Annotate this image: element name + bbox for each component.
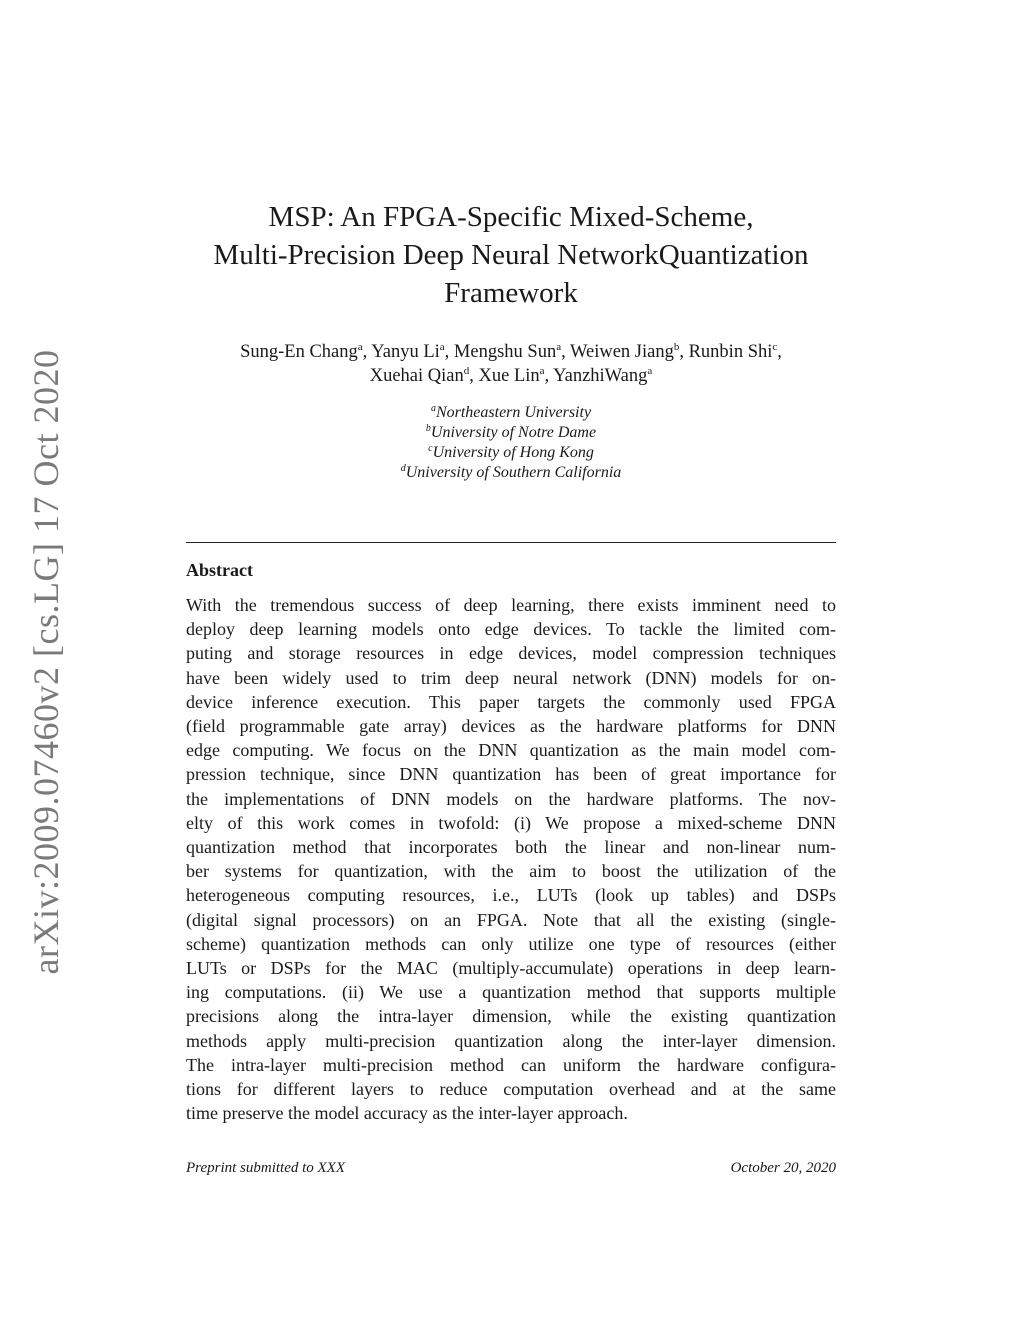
title-line: Framework <box>444 277 578 309</box>
author-affiliation-mark: a <box>439 341 445 353</box>
abstract-line: time preserve the model accuracy as the inter-layer approach. <box>186 1103 628 1124</box>
author-line-2 <box>186 364 836 388</box>
affiliation <box>186 463 836 483</box>
author-affiliation-mark: a <box>539 365 545 377</box>
date: October 20, 2020 <box>730 1160 836 1176</box>
author-separator: , <box>444 342 454 362</box>
author-name: Mengshu Sun <box>453 342 557 362</box>
author-separator: , <box>469 366 479 386</box>
author-name: Weiwen Jiang <box>570 342 674 362</box>
affiliation-name: University of Southern California <box>405 464 622 481</box>
author-name: YanzhiWang <box>553 366 648 386</box>
abstract-line: methods apply multi-precision quantization along the inter-layer dimension. <box>186 1030 836 1051</box>
author-separator: , <box>362 342 372 362</box>
author-affiliation-mark: c <box>772 341 778 353</box>
abstract-line: the implementations of DNN models on the hardware platforms. The nov- <box>186 788 836 809</box>
affiliation <box>186 423 836 443</box>
author-affiliation-mark: b <box>673 341 680 353</box>
author-list <box>186 340 836 388</box>
author-name: Xue Lin <box>478 366 540 386</box>
author-affiliation-mark: a <box>556 341 562 353</box>
abstract-line: heterogeneous computing resources, i.e., LUTs (look up tables) and DSPs <box>186 885 836 906</box>
author-separator: , <box>679 342 689 362</box>
affiliation-mark: a <box>430 403 436 414</box>
abstract-line: pression technique, since DNN quantization has been of great importance for <box>186 764 836 785</box>
author-separator: , <box>561 342 571 362</box>
abstract-line: ber systems for quantization, with the aim to boost the utilization of the <box>186 861 836 882</box>
author-name: Yanyu Li <box>371 342 440 362</box>
affiliation <box>186 443 836 463</box>
abstract-line: device inference execution. This paper targets the commonly used FPGA <box>186 691 836 712</box>
abstract-line: (field programmable gate array) devices as the hardware platforms for DNN <box>186 716 836 737</box>
abstract-line: have been widely used to trim deep neural network (DNN) models for on- <box>186 667 836 688</box>
affiliation-name: University of Hong Kong <box>432 444 594 461</box>
affiliation-mark: c <box>428 443 433 454</box>
affiliation-mark: d <box>400 463 406 474</box>
affiliation-name: University of Notre Dame <box>430 424 597 441</box>
author-separator: , <box>544 366 554 386</box>
horizontal-rule <box>186 542 836 543</box>
title-line: Multi-Precision Deep Neural NetworkQuantization <box>213 239 809 271</box>
preprint-note: Preprint submitted to XXX <box>186 1160 346 1176</box>
abstract-line: precisions along the intra-layer dimension, while the existing quantization <box>186 1006 836 1027</box>
author-name: Runbin Shi <box>688 342 773 362</box>
affiliation-mark: b <box>425 423 431 434</box>
abstract-line: With the tremendous success of deep learning, there exists imminent need to <box>186 595 836 615</box>
abstract-line: puting and storage resources in edge devices, model compression techniques <box>186 643 836 664</box>
author-affiliation-mark: a <box>647 365 653 377</box>
abstract-body <box>186 593 836 1125</box>
affiliation-name: Northeastern University <box>435 404 592 421</box>
abstract-line: quantization method that incorporates both the linear and non-linear num- <box>186 837 836 858</box>
abstract-line: tions for different layers to reduce computation overhead and at the same <box>186 1079 836 1100</box>
abstract-line: scheme) quantization methods can only utilize one type of resources (either <box>186 933 836 954</box>
author-affiliation-mark: a <box>357 341 363 353</box>
author-separator: , <box>777 342 782 362</box>
author-affiliation-mark: d <box>463 365 470 377</box>
paper-title <box>186 198 836 312</box>
author-line-1 <box>186 340 836 364</box>
title-line: MSP: An FPGA-Specific Mixed-Scheme, <box>268 201 754 233</box>
abstract-line: The intra-layer multi-precision method can uniform the hardware configura- <box>186 1054 836 1075</box>
abstract-line: elty of this work comes in twofold: (i) We propose a mixed-scheme DNN <box>186 812 836 833</box>
affiliation-list <box>186 403 836 483</box>
abstract-heading: Abstract <box>186 560 253 580</box>
abstract-line: deploy deep learning models onto edge devices. To tackle the limited com- <box>186 619 836 640</box>
arxiv-identifier: arXiv:2009.07460v2 [cs.LG] 17 Oct 2020 <box>26 349 66 975</box>
abstract-line: (digital signal processors) on an FPGA. Note that all the existing (single- <box>186 909 836 930</box>
author-name: Sung-En Chang <box>240 342 358 362</box>
author-name: Xuehai Qian <box>369 366 464 386</box>
abstract-line: ing computations. (ii) We use a quantization method that supports multiple <box>186 982 836 1003</box>
abstract-line: LUTs or DSPs for the MAC (multiply-accumulate) operations in deep learn- <box>186 958 836 979</box>
abstract-line: edge computing. We focus on the DNN quantization as the main model com- <box>186 740 836 761</box>
affiliation <box>186 403 836 423</box>
